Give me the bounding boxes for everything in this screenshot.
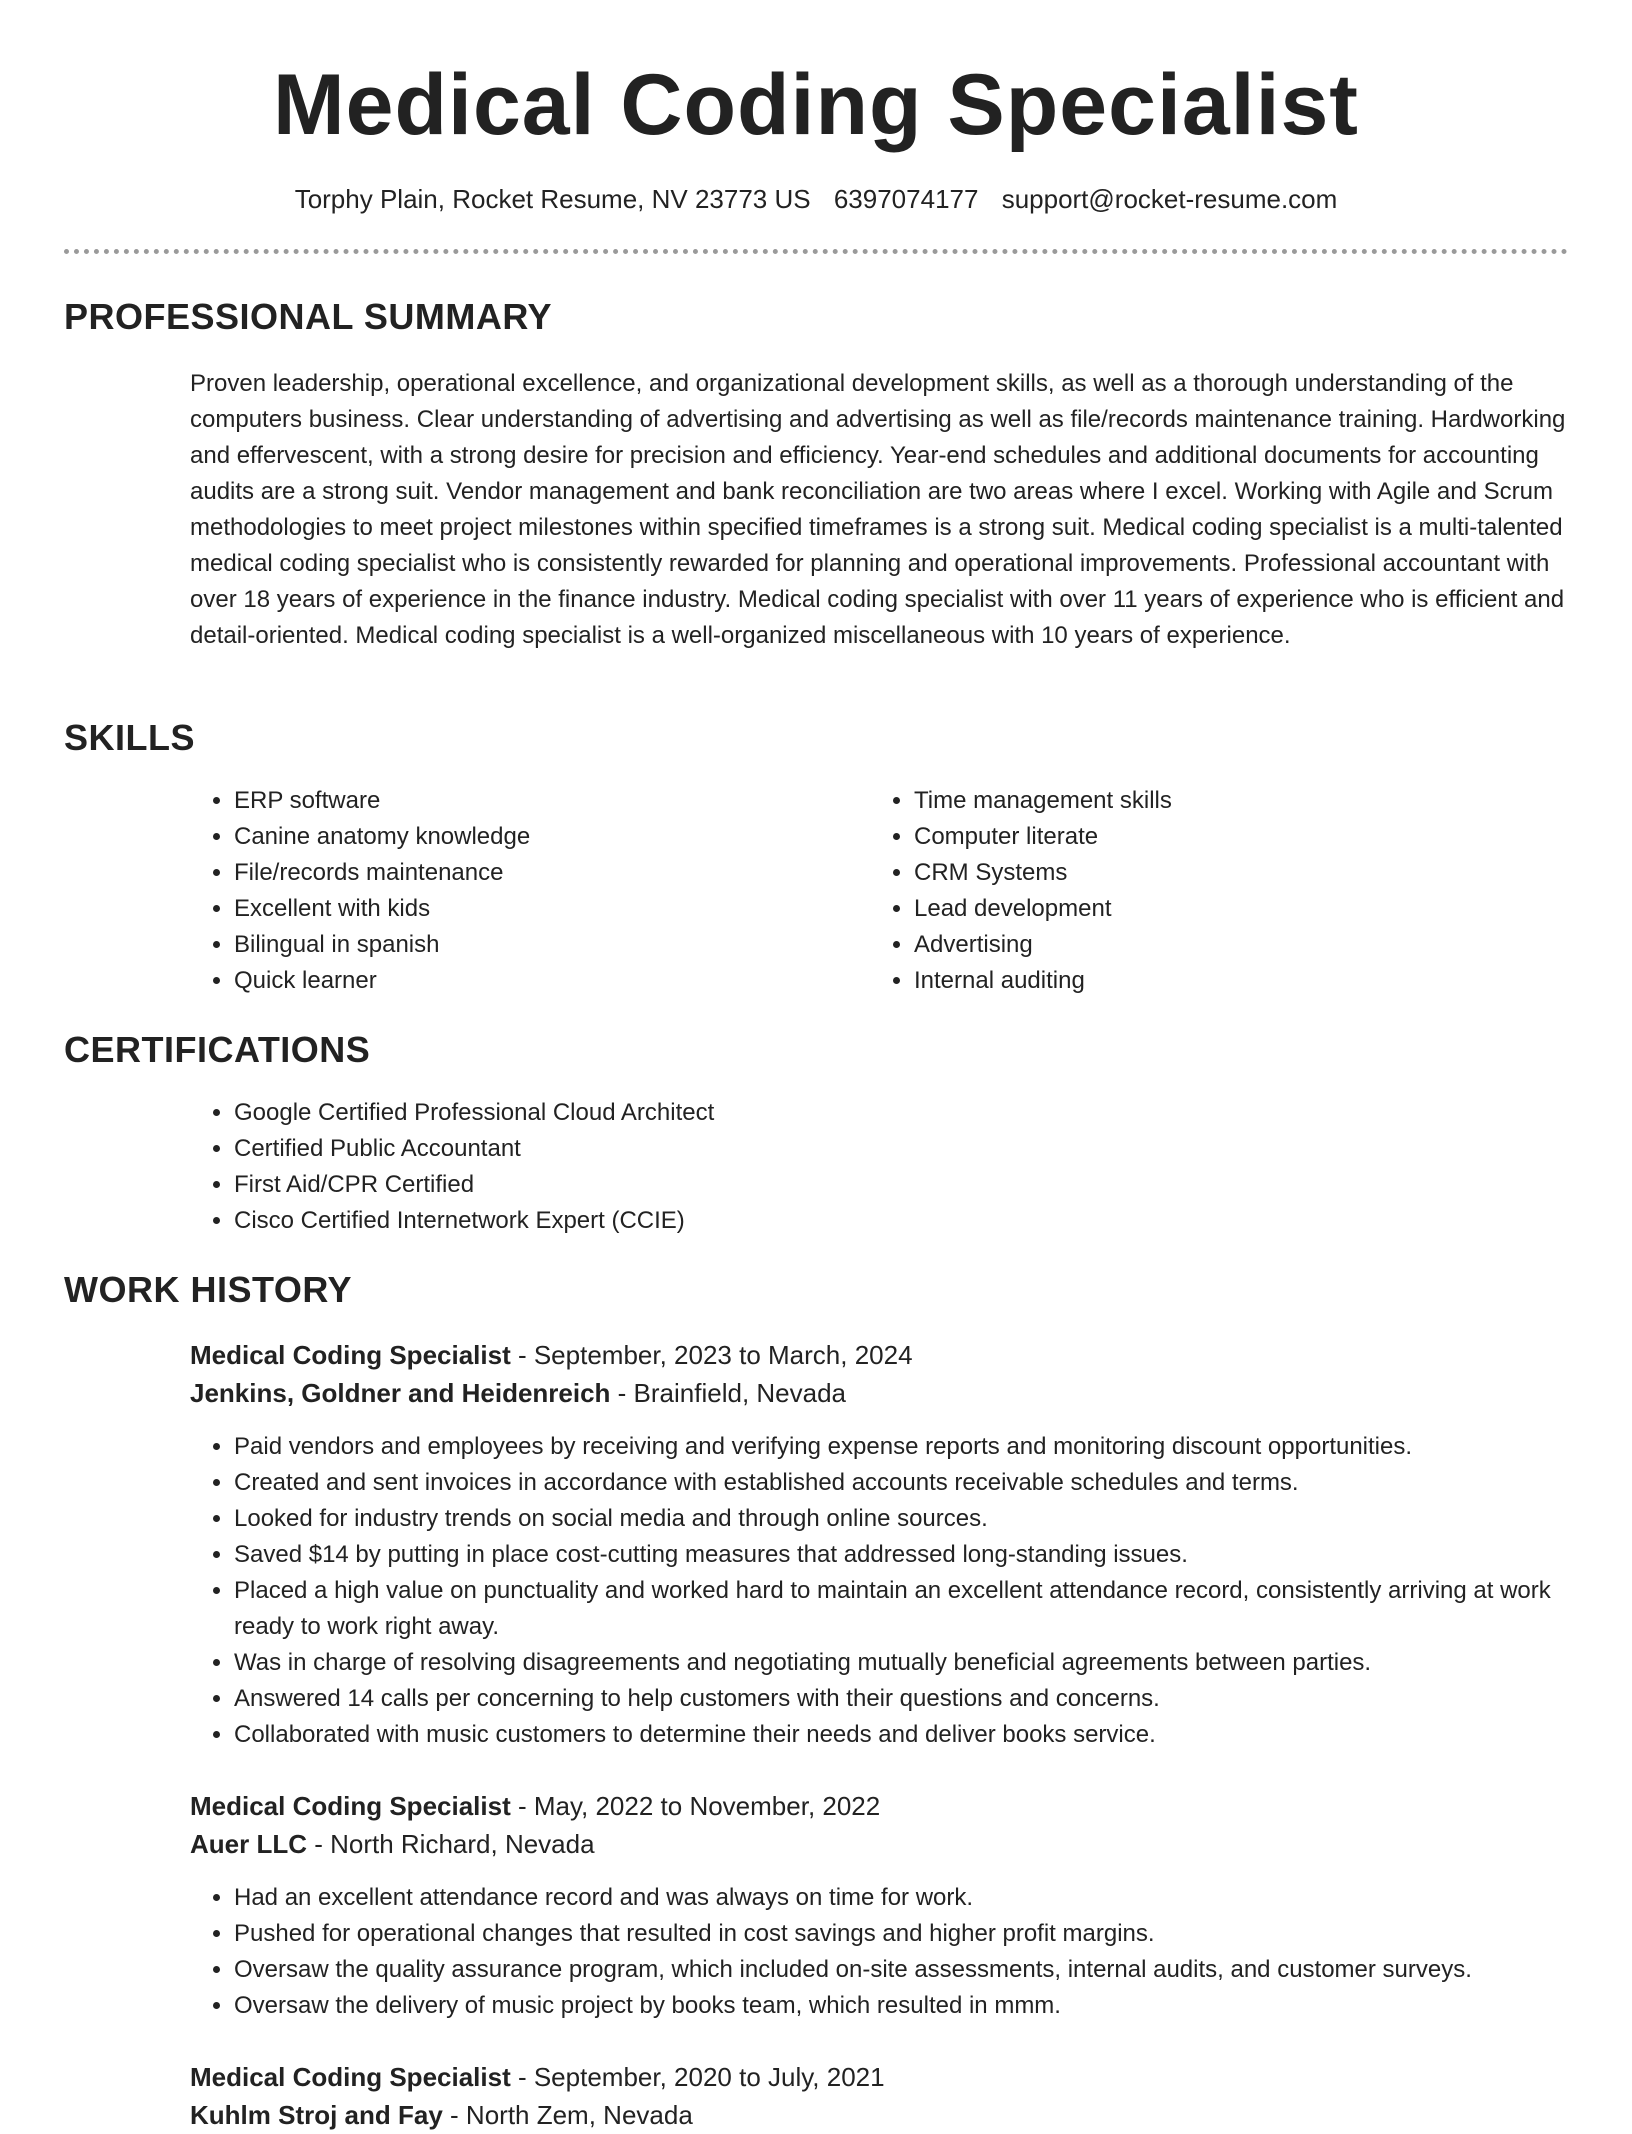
job-duty: • Had an excellent attendance record and was always on time for work. <box>234 1880 1580 1916</box>
section-title-summary: PROFESSIONAL SUMMARY <box>64 296 553 337</box>
job-title-line <box>190 1787 1580 1825</box>
contact-address: Torphy Plain, Rocket Resume, NV 23773 US <box>294 184 811 214</box>
work-entry <box>190 1336 1580 1753</box>
job-dates: - May, 2022 to November, 2022 <box>510 1791 881 1821</box>
job-duty: • Created and sent invoices in accordance with established accounts receivable schedules and terms. <box>234 1465 1580 1501</box>
job-duty: • Placed a high value on punctuality and worked hard to maintain an excellent attendance record, consistently arriving at work ready to work right away. <box>234 1573 1580 1645</box>
contact-phone: 6397074177 <box>833 184 979 214</box>
job-company-line <box>190 1374 1580 1412</box>
work-entry <box>190 2058 1580 2134</box>
job-title: Medical Coding Specialist <box>190 1791 511 1821</box>
skill-item: • Advertising <box>914 927 1554 963</box>
skills-list-left <box>190 783 874 999</box>
job-company-line <box>190 1825 1580 1863</box>
job-title: Medical Coding Specialist <box>190 1340 511 1370</box>
job-duties-list <box>190 1429 1580 1753</box>
job-company: Jenkins, Goldner and Heidenreich <box>190 1378 611 1408</box>
job-duty: • Oversaw the delivery of music project by books team, which resulted in mmm. <box>234 1988 1580 2024</box>
skill-item: • ERP software <box>234 783 874 819</box>
certifications-list <box>190 1095 1434 1239</box>
job-title-line <box>190 1336 1580 1374</box>
job-location: - North Zem, Nevada <box>442 2100 693 2130</box>
job-duty: • Answered 14 calls per concerning to help customers with their questions and concerns. <box>234 1681 1580 1717</box>
skill-item: • Bilingual in spanish <box>234 927 874 963</box>
section-title-work-history: WORK HISTORY <box>64 1269 353 1310</box>
header-divider <box>64 249 1568 254</box>
skill-item: • Canine anatomy knowledge <box>234 819 874 855</box>
job-company: Auer LLC <box>190 1829 307 1859</box>
job-title-line <box>190 2058 1580 2096</box>
job-dates: - September, 2023 to March, 2024 <box>510 1340 913 1370</box>
job-company-line <box>190 2096 1580 2134</box>
certification-item: • Cisco Certified Internetwork Expert (CCIE) <box>234 1203 1434 1239</box>
skill-item: • Computer literate <box>914 819 1554 855</box>
certification-item: • Google Certified Professional Cloud Architect <box>234 1095 1434 1131</box>
skill-item: • Time management skills <box>914 783 1554 819</box>
resume-name-title: Medical Coding Specialist <box>273 57 1359 153</box>
contact-email: support@rocket-resume.com <box>1001 184 1338 214</box>
skill-item: • CRM Systems <box>914 855 1554 891</box>
job-dates: - September, 2020 to July, 2021 <box>510 2062 885 2092</box>
job-duty: • Looked for industry trends on social media and through online sources. <box>234 1501 1580 1537</box>
job-duty: • Collaborated with music customers to determine their needs and deliver books service. <box>234 1717 1580 1753</box>
job-location: - North Richard, Nevada <box>307 1829 595 1859</box>
job-location: - Brainfield, Nevada <box>610 1378 847 1408</box>
section-title-certifications: CERTIFICATIONS <box>64 1029 371 1070</box>
job-title: Medical Coding Specialist <box>190 2062 511 2092</box>
skill-item: • Excellent with kids <box>234 891 874 927</box>
job-duty: • Was in charge of resolving disagreements and negotiating mutually beneficial agreements between parties. <box>234 1645 1580 1681</box>
job-duty: • Oversaw the quality assurance program, which included on-site assessments, internal audits, and customer surveys. <box>234 1952 1580 1988</box>
skill-item: • Lead development <box>914 891 1554 927</box>
skill-item: • Internal auditing <box>914 963 1554 999</box>
skill-item: • File/records maintenance <box>234 855 874 891</box>
certification-item: • Certified Public Accountant <box>234 1131 1434 1167</box>
job-company: Kuhlm Stroj and Fay <box>190 2100 443 2130</box>
skills-list-right <box>870 783 1554 999</box>
professional-summary-text: Proven leadership, operational excellence, and organizational development skills, as well as a thorough understanding of the computers business. Clear understanding of advertising and advertising as well as file/records maintenance training. Hardworking and effervescent, with a strong desire for precision and efficiency. Year-end schedules and additional documents for accounting audits are a strong suit. Vendor management and bank reconciliation are two areas where I excel. Working with Agile and Scrum methodologies to meet project milestones within specified timeframes is a strong suit. Medical coding specialist is a multi-talented medical coding specialist who is consistently rewarded for planning and operational improvements. Professional accountant with over 18 years of experience in the finance industry. Medical coding specialist with over 11 years of experience who is efficient and detail-oriented. Medical coding specialist is a well-organized miscellaneous with 10 years of experience. <box>190 370 1566 649</box>
work-entry <box>190 1787 1580 2024</box>
section-title-skills: SKILLS <box>64 717 196 758</box>
job-duty: • Paid vendors and employees by receiving and verifying expense reports and monitoring discount opportunities. <box>234 1429 1580 1465</box>
skill-item: • Quick learner <box>234 963 874 999</box>
job-duty: • Pushed for operational changes that resulted in cost savings and higher profit margins. <box>234 1916 1580 1952</box>
job-duties-list <box>190 1880 1580 2024</box>
certification-item: • First Aid/CPR Certified <box>234 1167 1434 1203</box>
contact-line <box>0 180 1632 218</box>
job-duty: • Saved $14 by putting in place cost-cutting measures that addressed long-standing issues. <box>234 1537 1580 1573</box>
